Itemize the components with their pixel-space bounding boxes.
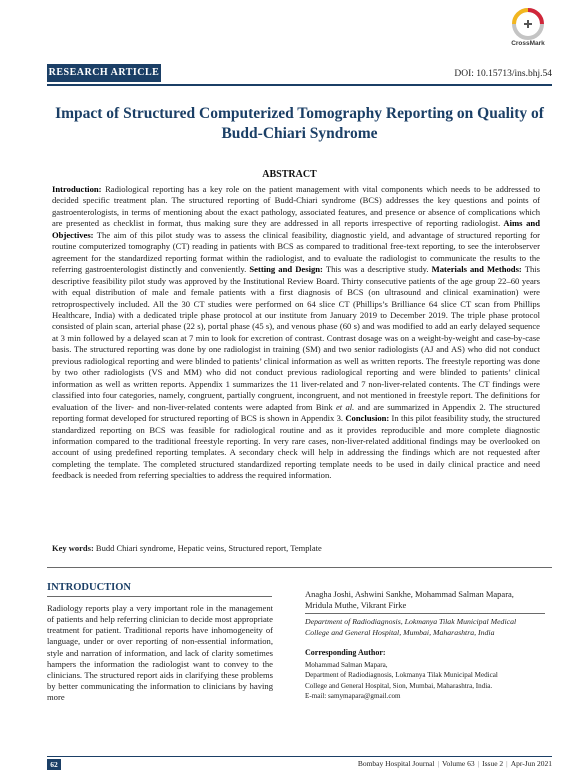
section-badge: RESEARCH ARTICLE [47,64,161,82]
introduction-body: Radiology reports play a very important role in the management of patients and help referring clinician to decide most appropriate treatment for patient. Traditional reports have inhomogeneity of language, under or over reporting of non-essential information, style and narration of information, and lack of clarity sometimes hampers the information the radiologist want to convey to the clinicians. The structured report aids in clarifying these problems by better communicating the information to clinicians by having more [47,603,273,703]
crossmark-icon [512,8,544,40]
keywords-text: Budd Chiari syndrome, Hepatic veins, Structured report, Template [93,543,322,553]
corr-email[interactable]: E-mail: samymapara@gmail.com [305,692,401,701]
journal-date: Apr-Jun 2021 [510,759,552,768]
separator: | [506,759,508,768]
journal-issue: Issue 2 [482,759,504,768]
abstract-conclusion-text: In this pilot feasibility study, the structured standardized reporting on BCS was feasible for radiological routine and as it provides reproducible and more complete diagnostic information compared to the traditional freestyle reporting. In very rare cases, non-liver-related additional findings may be overlooked on account of using predefined reporting templates. A secondary check will help in addressing the findings which are not requested after completing the template. The completed structured standardized reporting template needs to be used in daily clinical practice and need feedback is needed from referring specialties to address the required information. [52,413,540,481]
corr-line-2: Department of Radiodiagnosis, Lokmanya Tilak Municipal Medical [305,671,498,680]
separator: | [477,759,480,768]
journal-info [358,759,552,768]
title-line-2: Budd-Chiari Syndrome [221,125,378,142]
abstract-setting-label: Setting and Design: [246,264,323,275]
corresponding-author-heading: Corresponding Author: [305,648,386,657]
authors-line-2: Mridula Muthe, Vikrant Firke [305,600,407,610]
abstract-methods-label: Materials and Methods: [428,264,522,275]
abstract-setting-text: This was a descriptive study. [322,264,429,275]
author-rule [305,613,545,614]
section-divider [47,567,552,568]
abstract-intro-text: Radiological reporting has a key role on the patient management with vital components which needs to be addressed to decided specific treatment plan. The structured reporting of Budd-Chiari syndrome (BCS) addresses the key questions and points of gastroenterologists, in terms of mentioning about the exact pathology, associated features, and presence or absence of complications which are presented as checklist in format, thus making sure they are addressed in all reports irrespective of reporting radiologist. [52,184,540,229]
article-title [50,104,549,144]
title-line-1: Impact of Structured Computerized Tomography Reporting on Quality of [55,105,544,122]
corr-line-1: Mohammad Salman Mapara, [305,661,388,669]
affiliation-line-1: Department of Radiodiagnosis, Lokmanya Tilak Municipal Medical [305,617,517,626]
abstract-body [52,184,540,482]
abstract-heading: ABSTRACT [262,169,317,180]
keywords [52,543,540,553]
abstract-methods-etal: et al. [335,401,355,412]
abstract-intro-label: Introduction: [52,184,102,194]
separator: | [437,759,440,768]
abstract-aims-text: The aim of this pilot study was to assess the clinical feasibility, diagnostic yield, and advantage of structured reporting for routine computerized tomography (CT) reading in patients with BCS as compared to traditional free-text reporting, to see the interobserver agreement for the standardized reporting format within the radiologist, and to evaluate the radiologist to communicate the results to the referring gastroenterologist distinctly and conveniently. [52,229,540,275]
introduction-rule [47,596,272,597]
journal-name: Bombay Hospital Journal [357,759,435,768]
header-rule [47,84,552,86]
doi-link[interactable]: DOI: 10.15713/ins.bhj.54 [454,69,552,79]
affiliation [305,617,545,638]
journal-volume: Volume 63 [442,759,475,768]
corresponding-author-details [305,660,545,702]
abstract-methods-text-2: and are summarized in Appendix 2. The structured reporting format developed for structured reporting of BCS is shown in Appendix 3. [52,401,540,424]
abstract-conclusion-label: Conclusion: [343,413,390,424]
author-list [305,589,545,611]
crossmark-label: CrossMark [511,40,545,47]
authors-line-1: Anagha Joshi, Ashwini Sankhe, Mohammad Salman Mapara, [305,589,514,599]
abstract-methods-text-1: This descriptive feasibility pilot study was approved by the Institutional Review Board. Thirty consecutive patients of the age group 22–60 years with equal distribution of male and female patients with a first diagnosis of BCS (on ultrasound and clinical examination) were retroprospectively included. All the 30 CT studies were performed on 64 slice CT (Phillips’s Brilliance 64 slice CT scan from Phillips Healthcare, India) with a dedicated triple phase protocol at our institute from January 2019 to December 2019. The triple phase protocol consisted of plain scan, arterial phase (22 s), portal phase (45 s), and venous phase (60 s) and was modified to add an early delayed sequence at 3 min followed by a delayed scan at 7 min to look for excretion of contrast. Contrast dosage was on a weight-by-weight and case-by-case basis. The structured reporting was done by one radiologist in training (SM) and two senior radiologists (AJ and AS) who did not conduct previous radiological reporting and were blinded to patients’ clinical information as well as written reports. The freestyle reporting was done by two other radiologists (VS and MM) who did not conduct previous radiological reporting and were blinded to patients’ clinical information as well as written reports. Appendix 1 summarizes the 11 liver-related and 7 non-liver-related contents. The CT findings were classified into four categories, namely, congruent, partially congruent, incongruent, and not mentioned in freestyle report. The definitions for evaluation of the liver- and non-liver-related contents were adapted from Bink [52,264,540,412]
introduction-heading: INTRODUCTION [47,582,132,593]
abstract-aims-label: Aims and Objectives: [52,218,540,240]
corr-line-3: College and General Hospital, Sion, Mumbai, Maharashtra, India. [305,681,493,690]
affiliation-line-2: College and General Hospital, Mumbai, Maharashtra, India [305,627,495,637]
keywords-label: Key words: [52,543,94,553]
crossmark-logo[interactable] [503,8,553,47]
page-number: 62 [47,759,61,770]
